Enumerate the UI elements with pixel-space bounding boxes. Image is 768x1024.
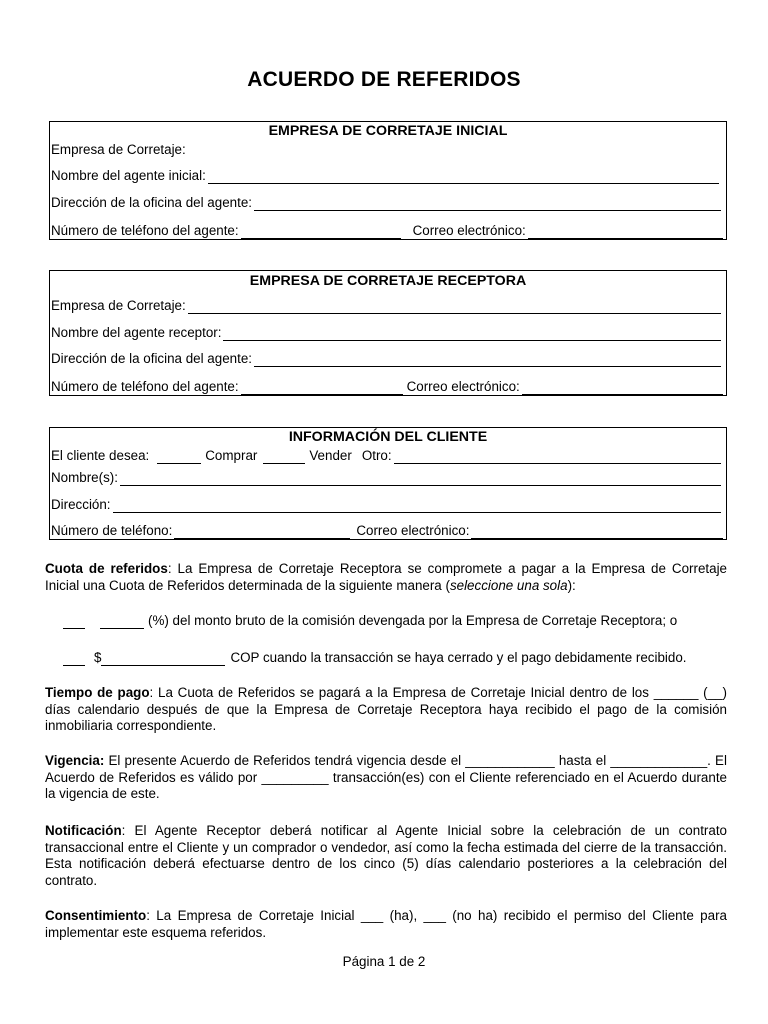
paragraph-label: Tiempo de pago — [45, 685, 150, 700]
currency-symbol: $ — [94, 650, 102, 665]
amount-blank[interactable] — [101, 652, 225, 666]
option-vender: Vender — [309, 448, 352, 463]
option-porcentaje[interactable] — [63, 613, 677, 629]
blank-vender[interactable] — [263, 450, 305, 464]
option-text: COP cuando la transacción se haya cerrado y el pago debidamente recibido. — [230, 650, 687, 665]
blank-line[interactable] — [241, 225, 401, 239]
percent-blank[interactable] — [100, 615, 144, 629]
field-cliente-desea[interactable] — [51, 448, 721, 464]
blank-line[interactable] — [254, 197, 721, 211]
field-label: Número de teléfono del agente: — [51, 379, 239, 394]
section-empresa-receptora — [49, 270, 727, 396]
blank-line[interactable] — [254, 353, 721, 367]
field-direccion-cliente[interactable] — [51, 497, 721, 513]
field-empresa-inicial — [51, 142, 723, 158]
section-empresa-inicial — [49, 121, 727, 240]
field-label: Número de teléfono del agente: — [51, 223, 239, 238]
page-number: Página 1 de 2 — [342, 954, 426, 969]
field-nombre-agente-inicial[interactable] — [51, 168, 719, 184]
field-label: Nombre del agente receptor: — [51, 325, 222, 340]
field-direccion-inicial[interactable] — [51, 195, 721, 211]
blank-line[interactable] — [223, 327, 721, 341]
paragraph-label: Vigencia: — [45, 753, 105, 768]
field-nombres[interactable] — [51, 470, 721, 486]
paragraph-tiempo-pago: Tiempo de pago: La Cuota de Referidos se pagará a la Empresa de Corretaje Inicial dentro de los ______ (__) días calendario después de que la Empresa de Corretaje Receptora haya recibido el pago de la comisión inmobiliaria correspondiente. — [45, 685, 727, 734]
blank-line[interactable] — [208, 170, 719, 184]
field-label: Empresa de Corretaje: — [51, 298, 186, 313]
paragraph-label: Consentimiento — [45, 908, 147, 923]
field-label: Correo electrónico: — [412, 223, 526, 238]
checkbox-blank[interactable] — [63, 652, 85, 666]
blank-comprar[interactable] — [157, 450, 201, 464]
field-direccion-receptora[interactable] — [51, 351, 721, 367]
section-header-receptora: EMPRESA DE CORRETAJE RECEPTORA — [249, 273, 527, 289]
field-label: Nombre(s): — [51, 470, 118, 485]
option-text: (%) del monto bruto de la comisión devengada por la Empresa de Corretaje Receptora; o — [148, 613, 678, 628]
field-label: Dirección: — [51, 497, 111, 512]
blank-line[interactable] — [174, 525, 350, 539]
blank-line[interactable] — [241, 381, 403, 395]
blank-line[interactable] — [528, 225, 723, 239]
field-empresa-receptora[interactable] — [51, 298, 721, 314]
blank-line[interactable] — [471, 525, 723, 539]
field-label: Número de teléfono: — [51, 523, 173, 538]
field-telefono-correo-receptora[interactable] — [51, 379, 723, 395]
section-header-inicial: EMPRESA DE CORRETAJE INICIAL — [268, 123, 508, 139]
field-telefono-correo-cliente[interactable] — [51, 523, 723, 539]
paragraph-label: Notificación — [45, 823, 122, 838]
paragraph-vigencia: Vigencia: El presente Acuerdo de Referidos tendrá vigencia desde el ____________ hasta el _____________. El Acuerdo de Referidos es válido por _________ transacción(es) con el Cliente referenciado en el Acuerdo durante la vigencia de este. — [45, 753, 727, 802]
field-label: El cliente desea: — [51, 448, 150, 463]
option-comprar: Comprar — [205, 448, 258, 463]
field-label: Correo electrónico: — [356, 523, 470, 538]
field-telefono-correo-inicial[interactable] — [51, 223, 723, 239]
paragraph-label: Cuota de referidos — [45, 561, 168, 576]
paragraph-notificacion: Notificación: El Agente Receptor deberá notificar al Agente Inicial sobre la celebración de un contrato transaccional entre el Cliente y un comprador o vendedor, así como la fecha estimada del cierre de la transacción. Esta notificación deberá efectuarse dentro de los cinco (5) días calendario posteriores a la celebración del contrato. — [45, 823, 727, 888]
blank-line[interactable] — [522, 381, 723, 395]
paragraph-cuota: Cuota de referidos: La Empresa de Corretaje Receptora se compromete a pagar a la Empresa de Corretaje Inicial una Cuota de Referidos determinada de la siguiente manera (seleccione una sola): — [45, 561, 727, 593]
blank-line[interactable] — [120, 472, 721, 486]
field-label: Correo electrónico: — [406, 379, 520, 394]
section-header-cliente: INFORMACIÓN DEL CLIENTE — [288, 429, 488, 445]
paragraph-consentimiento: Consentimiento: La Empresa de Corretaje Inicial ___ (ha), ___ (no ha) recibido el permiso del Cliente para implementar este esquema referidos. — [45, 908, 727, 940]
field-label: Dirección de la oficina del agente: — [51, 195, 252, 210]
checkbox-blank[interactable] — [63, 615, 85, 629]
field-label: Dirección de la oficina del agente: — [51, 351, 252, 366]
blank-line[interactable] — [113, 499, 721, 513]
field-nombre-agente-receptor[interactable] — [51, 325, 721, 341]
option-otro: Otro: — [361, 448, 392, 463]
document-title: ACUERDO DE REFERIDOS — [247, 68, 521, 91]
field-label: Empresa de Corretaje: — [51, 142, 186, 157]
blank-otro[interactable] — [394, 450, 721, 464]
option-monto-fijo[interactable] — [63, 650, 687, 666]
blank-line[interactable] — [188, 300, 721, 314]
field-label: Nombre del agente inicial: — [51, 168, 206, 183]
section-informacion-cliente — [49, 427, 727, 540]
